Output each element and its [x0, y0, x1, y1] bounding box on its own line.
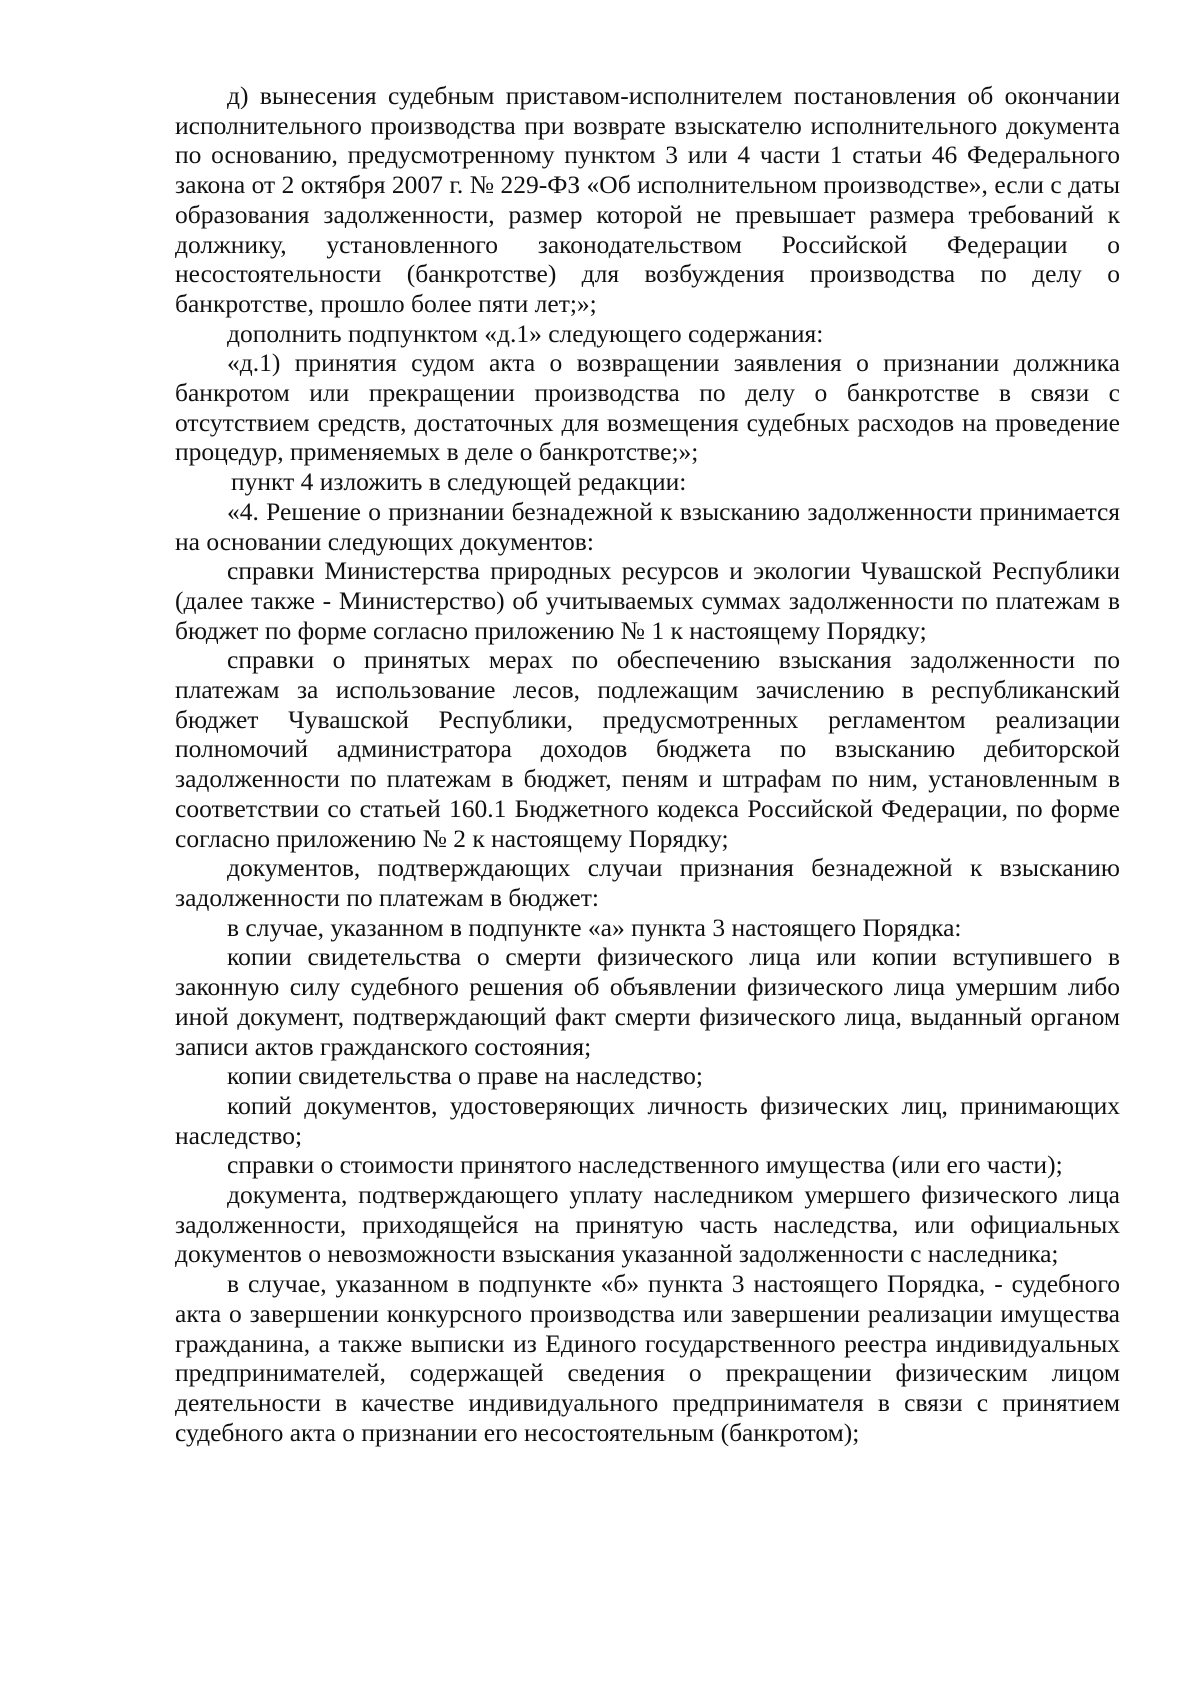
document-page [175, 81, 1120, 1447]
paragraph-case-a: в случае, указанном в подпункте «а» пункта 3 настоящего Порядка: [227, 912, 962, 942]
paragraph-measures-certificate: справки о принятых мерах по обеспечению взыскания задолженности по платежам за использование лесов, подлежащим зачислению в республиканский бюджет Чувашской Республики, предусмотренных регламентом реализации полномочий администратора доходов бюджета по взысканию дебиторской задолженности по платежам в бюджет, пеням и штрафам по ним, установленным в соответствии со статьей 160.1 Бюджетного кодекса Российской Федерации, по форме согласно приложению № 2 к настоящему Порядку; [175, 645, 1120, 853]
paragraph-identity-documents: копий документов, удостоверяющих личность физических лиц, принимающих наследство; [175, 1090, 1120, 1150]
paragraph-inheritance-certificate: копии свидетельства о праве на наследство; [227, 1061, 704, 1091]
paragraph-case-b: в случае, указанном в подпункте «б» пункта 3 настоящего Порядка, - судебного акта о завершении конкурсного производства или завершении реализации имущества гражданина, а также выписки из Единого государственного реестра индивидуальных предпринимателей, содержащей сведения о прекращении физическим лицом деятельности в качестве индивидуального предпринимателя в связи с принятием судебного акта о признании его несостоятельным (банкротом); [175, 1269, 1120, 1447]
paragraph-point-4-intro: пункт 4 изложить в следующей редакции: [231, 467, 687, 497]
paragraph-inheritance-value: справки о стоимости принятого наследственного имущества (или его части); [227, 1150, 1063, 1180]
paragraph-point-4: «4. Решение о признании безнадежной к взысканию задолженности принимается на основании следующих документов: [175, 496, 1120, 556]
paragraph-item-d1: «д.1) принятия судом акта о возвращении заявления о признании должника банкротом или прекращении производства по делу о банкротстве в связи с отсутствием средств, достаточных для возмещения судебных расходов на проведение процедур, применяемых в деле о банкротстве;»; [175, 348, 1120, 467]
paragraph-confirming-documents: документов, подтверждающих случаи признания безнадежной к взысканию задолженности по платежам в бюджет: [175, 853, 1120, 912]
paragraph-payment-confirmation: документа, подтверждающего уплату наследником умершего физического лица задолженности, приходящейся на принятую часть наследства, или официальных документов о невозможности взыскания указанной задолженности с наследника; [175, 1180, 1120, 1269]
paragraph-item-d: д) вынесения судебным приставом-исполнителем постановления об окончании исполнительного производства при возврате взыскателю исполнительного документа по основанию, предусмотренному пунктом 3 или 4 части 1 статьи 46 Федерального закона от 2 октября 2007 г. № 229-ФЗ «Об исполнительном производстве», если с даты образования задолженности, размер которой не превышает размера требований к должнику, установленного законодательством Российской Федерации о несостоятельности (банкротстве) для возбуждения производства по делу о банкротстве, прошло более пяти лет;»; [175, 81, 1120, 318]
paragraph-death-certificate: копии свидетельства о смерти физического лица или копии вступившего в законную силу судебного решения об объявлении физического лица умершим либо иной документ, подтверждающий факт смерти физического лица, выданный органом записи актов гражданского состояния; [175, 942, 1120, 1061]
paragraph-ministry-certificate: справки Министерства природных ресурсов и экологии Чувашской Республики (далее также - Министерство) об учитываемых суммах задолженности по платежам в бюджет по форме согласно приложению № 1 к настоящему Порядку; [175, 556, 1120, 645]
paragraph-add-subitem: дополнить подпунктом «д.1» следующего содержания: [227, 318, 824, 348]
